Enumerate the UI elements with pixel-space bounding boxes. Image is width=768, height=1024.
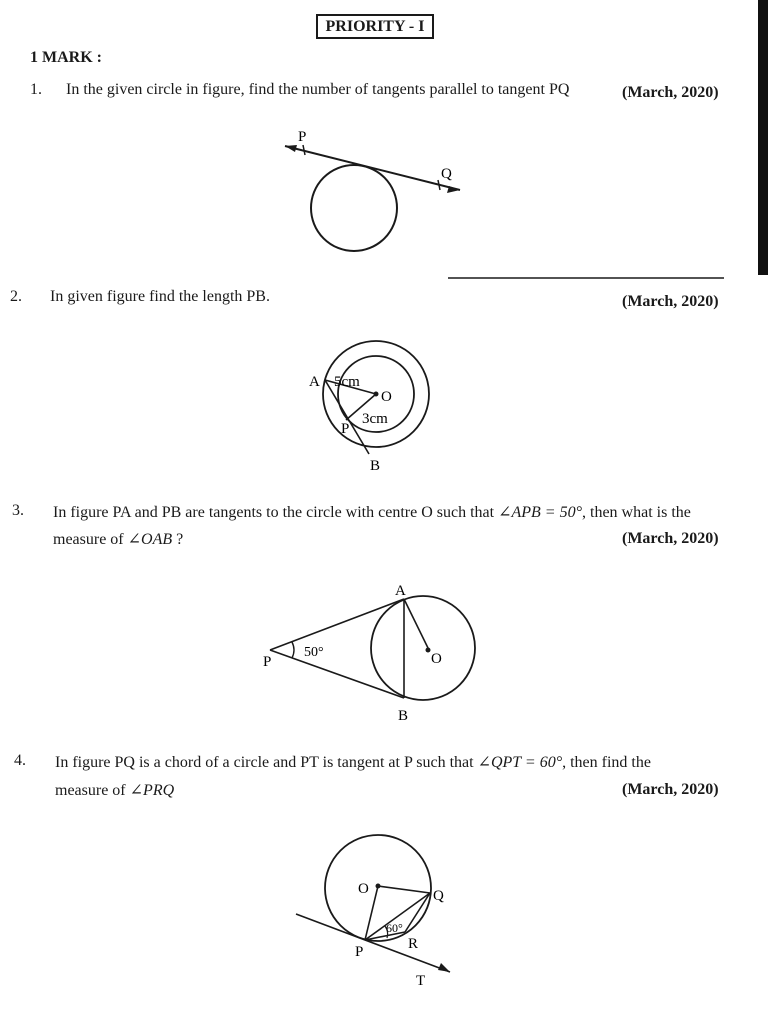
q3-label-angle: 50° bbox=[304, 645, 324, 660]
question-4-text-line2: measure of ∠PRQ bbox=[55, 782, 175, 799]
q3-label-o: O bbox=[431, 651, 442, 667]
q4-label-t: T bbox=[416, 973, 426, 989]
q4-label-o: O bbox=[358, 881, 369, 897]
question-2-source: (March, 2020) bbox=[622, 293, 719, 310]
question-1-text: In the given circle in figure, find the number of tangents parallel to tangent PQ bbox=[66, 81, 570, 98]
q4-label-p: P bbox=[355, 944, 364, 960]
q1-arrow-q bbox=[447, 186, 460, 193]
q4-label-r: R bbox=[408, 936, 419, 952]
q4-radius-oq bbox=[378, 886, 430, 893]
q2-label-p: P bbox=[341, 421, 350, 437]
q4-tangent-pt bbox=[296, 914, 450, 972]
q1-label-q: Q bbox=[441, 166, 452, 182]
q2-label-5cm: 5cm bbox=[334, 374, 360, 390]
question-4-number: 4. bbox=[14, 752, 26, 769]
question-3-text-line2: measure of ∠OAB ? bbox=[53, 531, 184, 548]
question-3-angle-apb: ∠APB = 50° bbox=[498, 504, 582, 521]
question-2-number: 2. bbox=[10, 288, 22, 305]
question-3-angle-oab: ∠OAB bbox=[127, 531, 173, 548]
q2-label-o: O bbox=[381, 389, 392, 405]
q4-label-angle: 60° bbox=[386, 921, 403, 935]
q3-radius-oa bbox=[404, 599, 428, 648]
q1-tangent-pq bbox=[285, 146, 460, 190]
q3-label-b: B bbox=[398, 708, 409, 724]
q3-tangent-pa bbox=[270, 599, 404, 650]
q4-label-q: Q bbox=[433, 888, 444, 904]
question-3-number: 3. bbox=[12, 502, 24, 519]
question-3-figure bbox=[263, 583, 475, 724]
question-1-figure bbox=[285, 129, 460, 251]
scan-edge bbox=[758, 0, 768, 275]
q3-label-p: P bbox=[263, 654, 272, 670]
q4-arrow-t bbox=[438, 963, 450, 972]
section-heading: 1 MARK : bbox=[30, 49, 102, 66]
question-1-number: 1. bbox=[30, 81, 42, 98]
question-2-text: In given figure find the length PB. bbox=[50, 288, 270, 305]
question-4-source: (March, 2020) bbox=[622, 781, 719, 798]
q4-line-rq bbox=[405, 893, 430, 932]
question-4-text: In figure PQ is a chord of a circle and PT is tangent at P such that ∠QPT = 60°, then find the bbox=[55, 754, 651, 771]
question-4-figure bbox=[296, 835, 450, 989]
q3-tangent-pb bbox=[270, 650, 404, 698]
q1-arrow-p bbox=[285, 145, 297, 152]
question-4-angle-prq: ∠PRQ bbox=[129, 782, 175, 799]
question-1-source: (March, 2020) bbox=[622, 84, 719, 101]
q3-circle bbox=[371, 596, 475, 700]
question-2-figure bbox=[309, 341, 429, 474]
question-3-text: In figure PA and PB are tangents to the circle with centre O such that ∠APB = 50°, then what is the bbox=[53, 504, 691, 521]
q1-label-p: P bbox=[298, 129, 307, 145]
q2-label-3cm: 3cm bbox=[362, 411, 388, 427]
question-3-source: (March, 2020) bbox=[622, 530, 719, 547]
page-title: PRIORITY - I bbox=[316, 14, 434, 39]
question-4-angle-qpt: ∠QPT = 60° bbox=[477, 754, 563, 771]
q2-label-a: A bbox=[309, 374, 320, 390]
q2-label-b: B bbox=[370, 458, 381, 474]
q3-label-a: A bbox=[395, 583, 406, 599]
q1-circle bbox=[311, 165, 397, 251]
